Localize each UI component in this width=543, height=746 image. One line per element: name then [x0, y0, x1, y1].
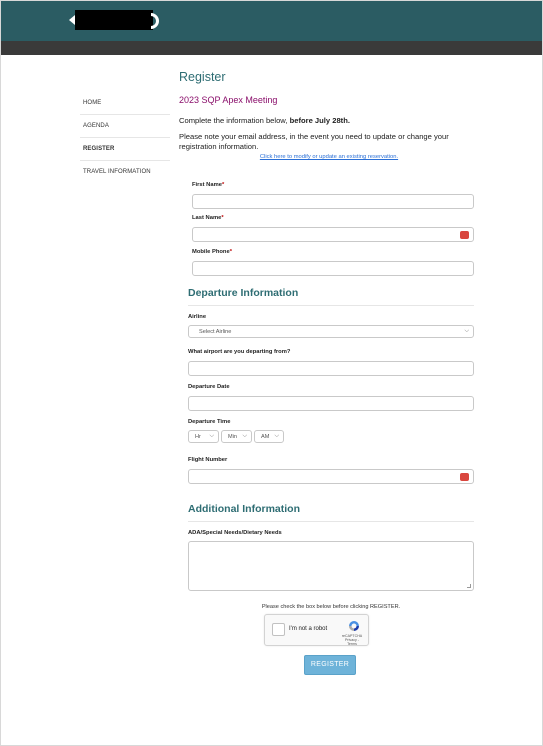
resize-handle-icon[interactable] [467, 584, 471, 588]
airline-label: Airline [188, 314, 207, 320]
departure-date-input[interactable] [188, 396, 474, 411]
first-name-label: First Name* [192, 182, 225, 188]
departure-time-group [188, 419, 284, 443]
flight-number-input[interactable] [188, 469, 474, 484]
minute-select[interactable] [221, 430, 252, 443]
mobile-phone-label: Mobile Phone* [192, 249, 232, 255]
nav-item-register[interactable]: REGISTER [80, 138, 170, 161]
recaptcha-brand: reCAPTCHA [341, 634, 363, 638]
special-needs-textarea[interactable] [188, 541, 474, 591]
register-button[interactable]: REGISTER [304, 655, 356, 675]
deadline: before July 28th. [289, 116, 350, 125]
logo-mark-right [151, 13, 159, 29]
flight-number-group [188, 457, 474, 484]
ampm-value: AM [261, 434, 270, 440]
chevron-down-icon: ⌵ [209, 433, 214, 439]
additional-section [188, 503, 474, 522]
mobile-phone-input[interactable] [192, 261, 474, 276]
special-needs-label: ADA/Special Needs/Dietary Needs [188, 530, 282, 536]
recaptcha-label: I'm not a robot [289, 626, 328, 632]
additional-section-title: Additional Information [188, 503, 474, 522]
site-logo[interactable] [69, 10, 159, 30]
password-manager-icon[interactable] [460, 231, 469, 239]
last-name-label: Last Name* [192, 215, 224, 221]
first-name-group [192, 182, 474, 209]
last-name-input[interactable] [192, 227, 474, 242]
logo-redacted [75, 10, 153, 30]
chevron-down-icon: ⌵ [464, 328, 469, 334]
recaptcha-branding [340, 634, 364, 646]
nav-item-travel-information[interactable]: TRAVEL INFORMATION [83, 169, 151, 175]
password-manager-icon[interactable] [460, 473, 469, 481]
airline-selected-value: Select Airline [199, 329, 232, 335]
departure-date-group [188, 384, 474, 411]
intro-text [179, 115, 479, 126]
departure-time-label: Departure Time [188, 419, 231, 425]
site-header [1, 1, 542, 41]
main-content [179, 68, 479, 160]
departure-section-title: Departure Information [188, 287, 474, 306]
recaptcha-checkbox[interactable] [272, 623, 285, 636]
side-navigation [80, 92, 170, 184]
mobile-phone-group [192, 249, 474, 276]
page-title: Register [179, 70, 226, 84]
minute-value: Min [228, 434, 238, 440]
recaptcha-logo-icon [348, 620, 360, 632]
recaptcha-links[interactable]: Privacy - Terms [345, 638, 359, 646]
departure-section [188, 287, 474, 306]
special-needs-group [188, 530, 474, 591]
hour-value: Hr [195, 434, 201, 440]
event-name: 2023 SQP Apex Meeting [179, 95, 278, 105]
airline-group [188, 314, 474, 338]
airline-select[interactable] [188, 325, 474, 338]
email-note: Please note your email address, in the event you need to update or change your registration information. [179, 132, 449, 151]
last-name-group [192, 215, 474, 242]
chevron-down-icon: ⌵ [242, 433, 247, 439]
recaptcha-widget [264, 614, 369, 646]
header-subbar [1, 41, 542, 55]
departing-airport-label: What airport are you departing from? [188, 349, 291, 355]
chevron-down-icon: ⌵ [274, 433, 279, 439]
intro-prefix: Complete the information below, [179, 116, 290, 125]
ampm-select[interactable] [254, 430, 284, 443]
departure-date-label: Departure Date [188, 384, 230, 390]
captcha-instruction: Please check the box below before clicking REGISTER. [261, 604, 401, 610]
flight-number-label: Flight Number [188, 457, 228, 463]
departing-airport-input[interactable] [188, 361, 474, 376]
modify-reservation-link[interactable]: Click here to modify or update an existing reservation. [259, 154, 399, 160]
departure-time-selects [188, 430, 284, 443]
first-name-input[interactable] [192, 194, 474, 209]
hour-select[interactable] [188, 430, 219, 443]
departing-airport-group [188, 349, 474, 376]
nav-item-home[interactable]: HOME [80, 92, 170, 115]
nav-item-agenda[interactable]: AGENDA [80, 115, 170, 138]
